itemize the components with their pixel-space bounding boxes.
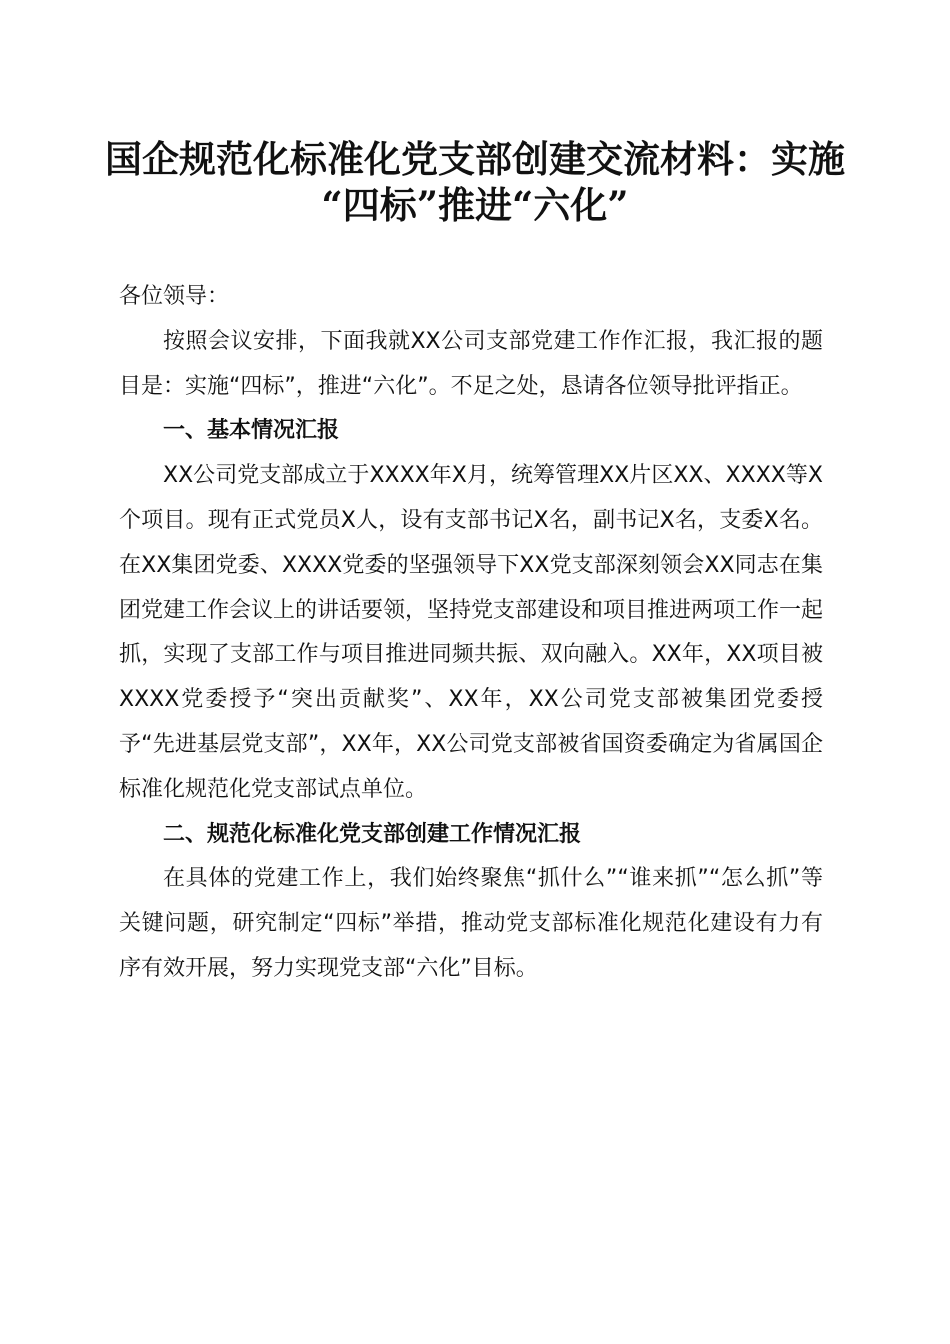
title-line-2: “四标”推进“六化” — [321, 183, 629, 227]
section-1-paragraph: XX公司党支部成立于XXXX年X月，统筹管理XX片区XX、XXXX等X个项目。现有正式党员X人，设有支部书记X名，副书记X名，支委X名。在XX集团党委、XXXX党委的坚强领导下XX党支部深刻领会XX同志在集团党建工作会议上的讲话要领，坚持党支部建设和项目推进两项工作一起抓，实现了支部工作与项目推进同频共振、双向融入。XX年，XX项目被XXXX党委授予“突出贡献奖”、XX年，XX公司党支部被集团党委授予“先进基层党支部”，XX年，XX公司党支部被省国资委确定为省属国企标准化规范化党支部试点单位。 — [119, 463, 824, 802]
title-line-1: 国企规范化标准化党支部创建交流材料：实施 — [105, 137, 845, 181]
section-2-heading: 二、规范化标准化党支部创建工作情况汇报 — [163, 821, 582, 847]
section-2-paragraph: 在具体的党建工作上，我们始终聚焦“抓什么”“谁来抓”“怎么抓”等关键问题，研究制定“四标”举措，推动党支部标准化规范化建设有力有序有效开展，努力实现党支部“六化”目标。 — [119, 866, 823, 981]
salutation: 各位领导： — [119, 284, 230, 309]
section-1-heading: 一、基本情况汇报 — [163, 418, 340, 444]
document-body — [119, 275, 823, 992]
intro-paragraph: 按照会议安排，下面我就XX公司支部党建工作作汇报，我汇报的题目是：实施“四标”，推进“六化”。不足之处，恳请各位领导批评指正。 — [119, 328, 823, 399]
document-title — [100, 136, 850, 228]
